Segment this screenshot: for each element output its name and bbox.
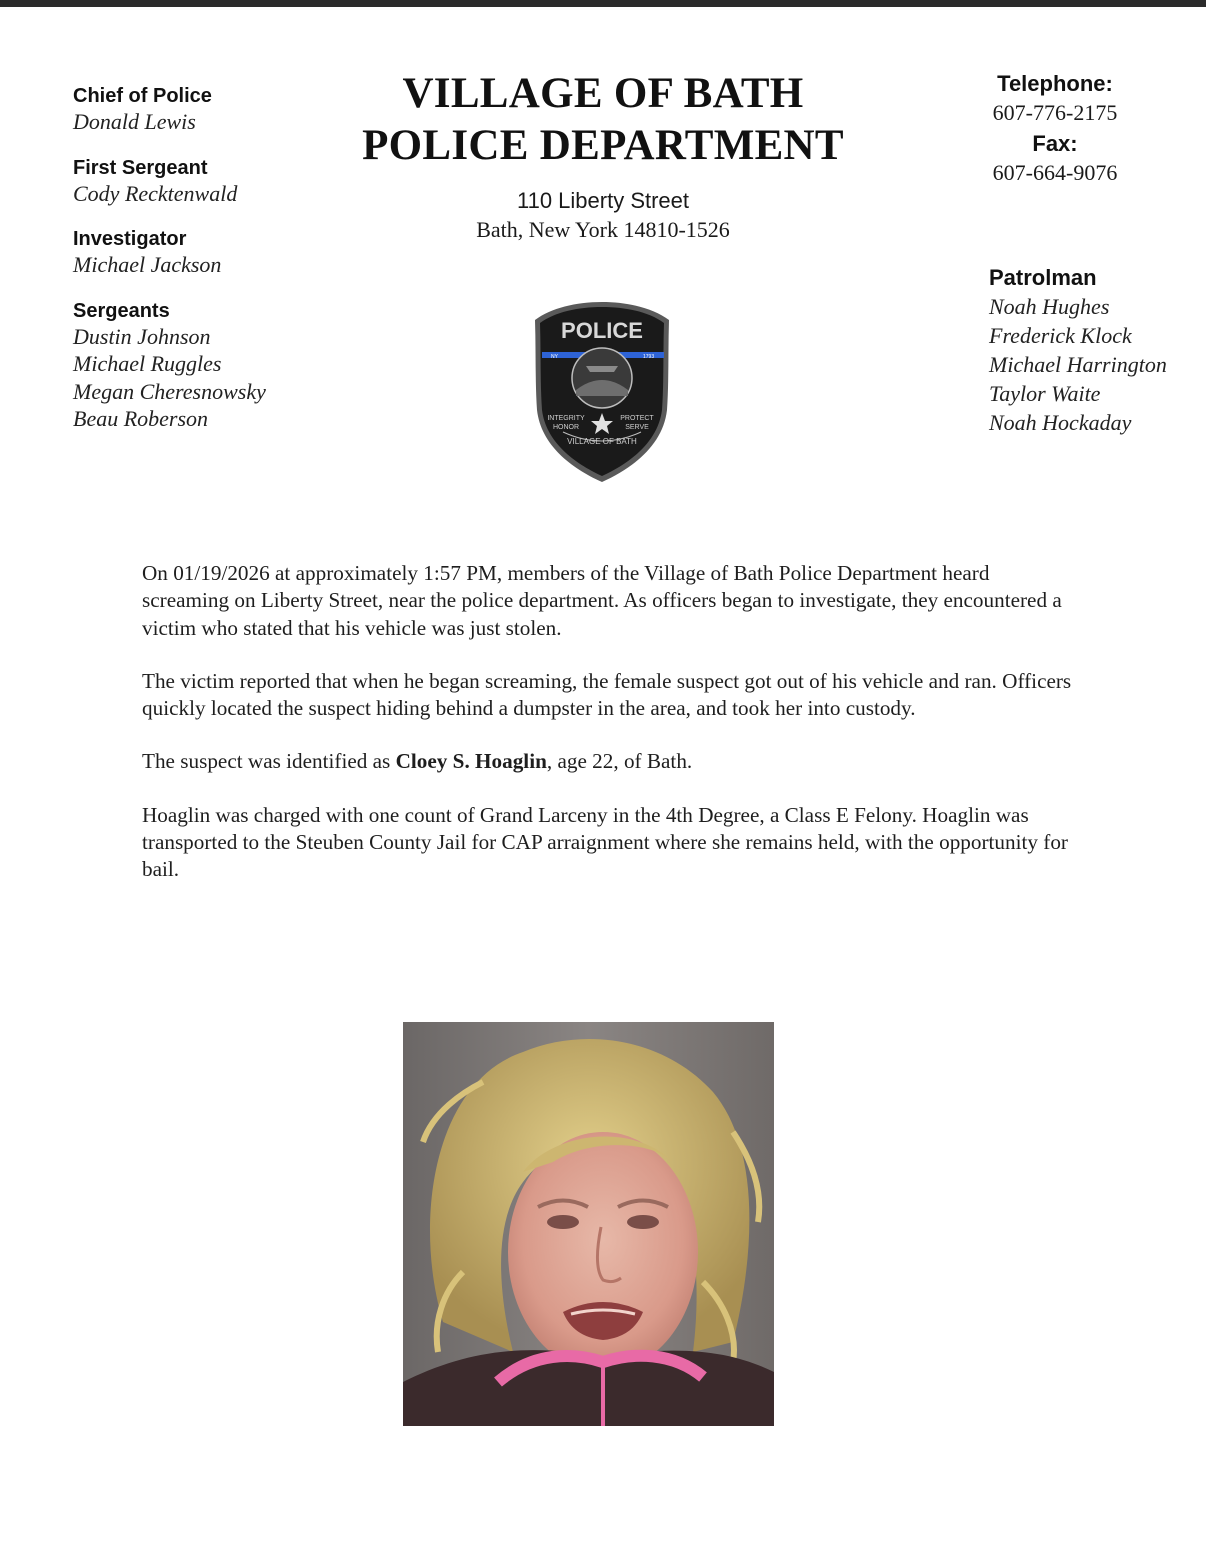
patrolman-list: [989, 264, 1206, 437]
patrolman-name: Michael Harrington: [989, 352, 1167, 377]
badge-right-tag: 1793: [643, 354, 655, 360]
staff-role: Chief of Police: [73, 85, 212, 107]
top-border: [0, 0, 1206, 7]
paragraph-incident: On 01/19/2026 at approximately 1:57 PM, members of the Village of Bath Police Department heard screaming on Liberty Street, near the police department. As officers began to investigate, they encountered a victim who stated that his vehicle was just stolen.: [142, 561, 1062, 640]
fax-label: Fax:: [1032, 131, 1078, 156]
patrolman-name: Frederick Klock: [989, 323, 1132, 348]
contact-block: [960, 70, 1150, 188]
paragraph-identification: [142, 748, 1072, 775]
paragraph-charges: Hoaglin was charged with one count of Grand Larceny in the 4th Degree, a Class E Felony. Hoaglin was transported to the Steuben County Jail for CAP arraignment where she remains held, with the opportunity for bail.: [142, 802, 1068, 882]
police-badge-logo: [531, 300, 673, 485]
identification-prefix: The suspect was identified as: [142, 749, 396, 774]
staff-role: Sergeants: [73, 299, 170, 322]
address-city: Bath, New York 14810-1526: [476, 217, 730, 242]
portrait-image-icon: [403, 1022, 774, 1426]
staff-name: Donald Lewis: [73, 109, 196, 134]
staff-role: Investigator: [73, 228, 187, 250]
patrolman-name: Noah Hockaday: [989, 410, 1132, 435]
staff-name: Dustin Johnson: [73, 323, 211, 349]
letterhead: [300, 68, 906, 245]
badge-bottom-text: VILLAGE OF BATH: [567, 437, 637, 446]
badge-shield-icon: [531, 300, 673, 485]
right-contact-column: [960, 70, 1200, 435]
staff-name: Michael Jackson: [73, 252, 222, 277]
press-release-body: [142, 560, 1072, 910]
patrolman-role: Patrolman: [989, 265, 1097, 290]
staff-name: Megan Cheresnowsky: [73, 378, 266, 404]
address-street: 110 Liberty Street: [516, 188, 690, 213]
paragraph-arrest: The victim reported that when he began screaming, the female suspect got out of his vehicle and ran. Officers quickly located the suspect hiding behind a dumpster in the area, and took her into custody.: [142, 668, 1072, 721]
identification-suffix: , age 22, of Bath.: [546, 749, 693, 774]
badge-motto-left-2: HONOR: [552, 424, 580, 431]
badge-motto-left-1: INTEGRITY: [547, 415, 585, 422]
patrolman-name: Noah Hughes: [989, 294, 1110, 319]
badge-left-tag: NY: [551, 354, 558, 360]
fax-number: 607-664-9076: [992, 160, 1118, 185]
department-title-line1: VILLAGE OF BATH: [402, 70, 804, 117]
staff-name: Michael Ruggles: [73, 351, 222, 376]
patrolman-name: Taylor Waite: [989, 381, 1101, 406]
staff-role: First Sergeant: [73, 156, 208, 179]
department-title-line2: POLICE DEPARTMENT: [362, 122, 844, 169]
staff-sergeants: [73, 299, 373, 433]
staff-name: Cody Recktenwald: [73, 180, 238, 206]
telephone-label: Telephone:: [997, 71, 1113, 96]
badge-motto-right-2: SERVE: [625, 424, 649, 431]
suspect-photo: [403, 1022, 774, 1426]
suspect-name: Cloey S. Hoaglin: [395, 749, 547, 774]
badge-motto-right-1: PROTECT: [620, 415, 654, 422]
staff-name: Beau Roberson: [73, 406, 209, 431]
telephone-number: 607-776-2175: [992, 100, 1118, 125]
badge-top-text: POLICE: [561, 318, 643, 343]
